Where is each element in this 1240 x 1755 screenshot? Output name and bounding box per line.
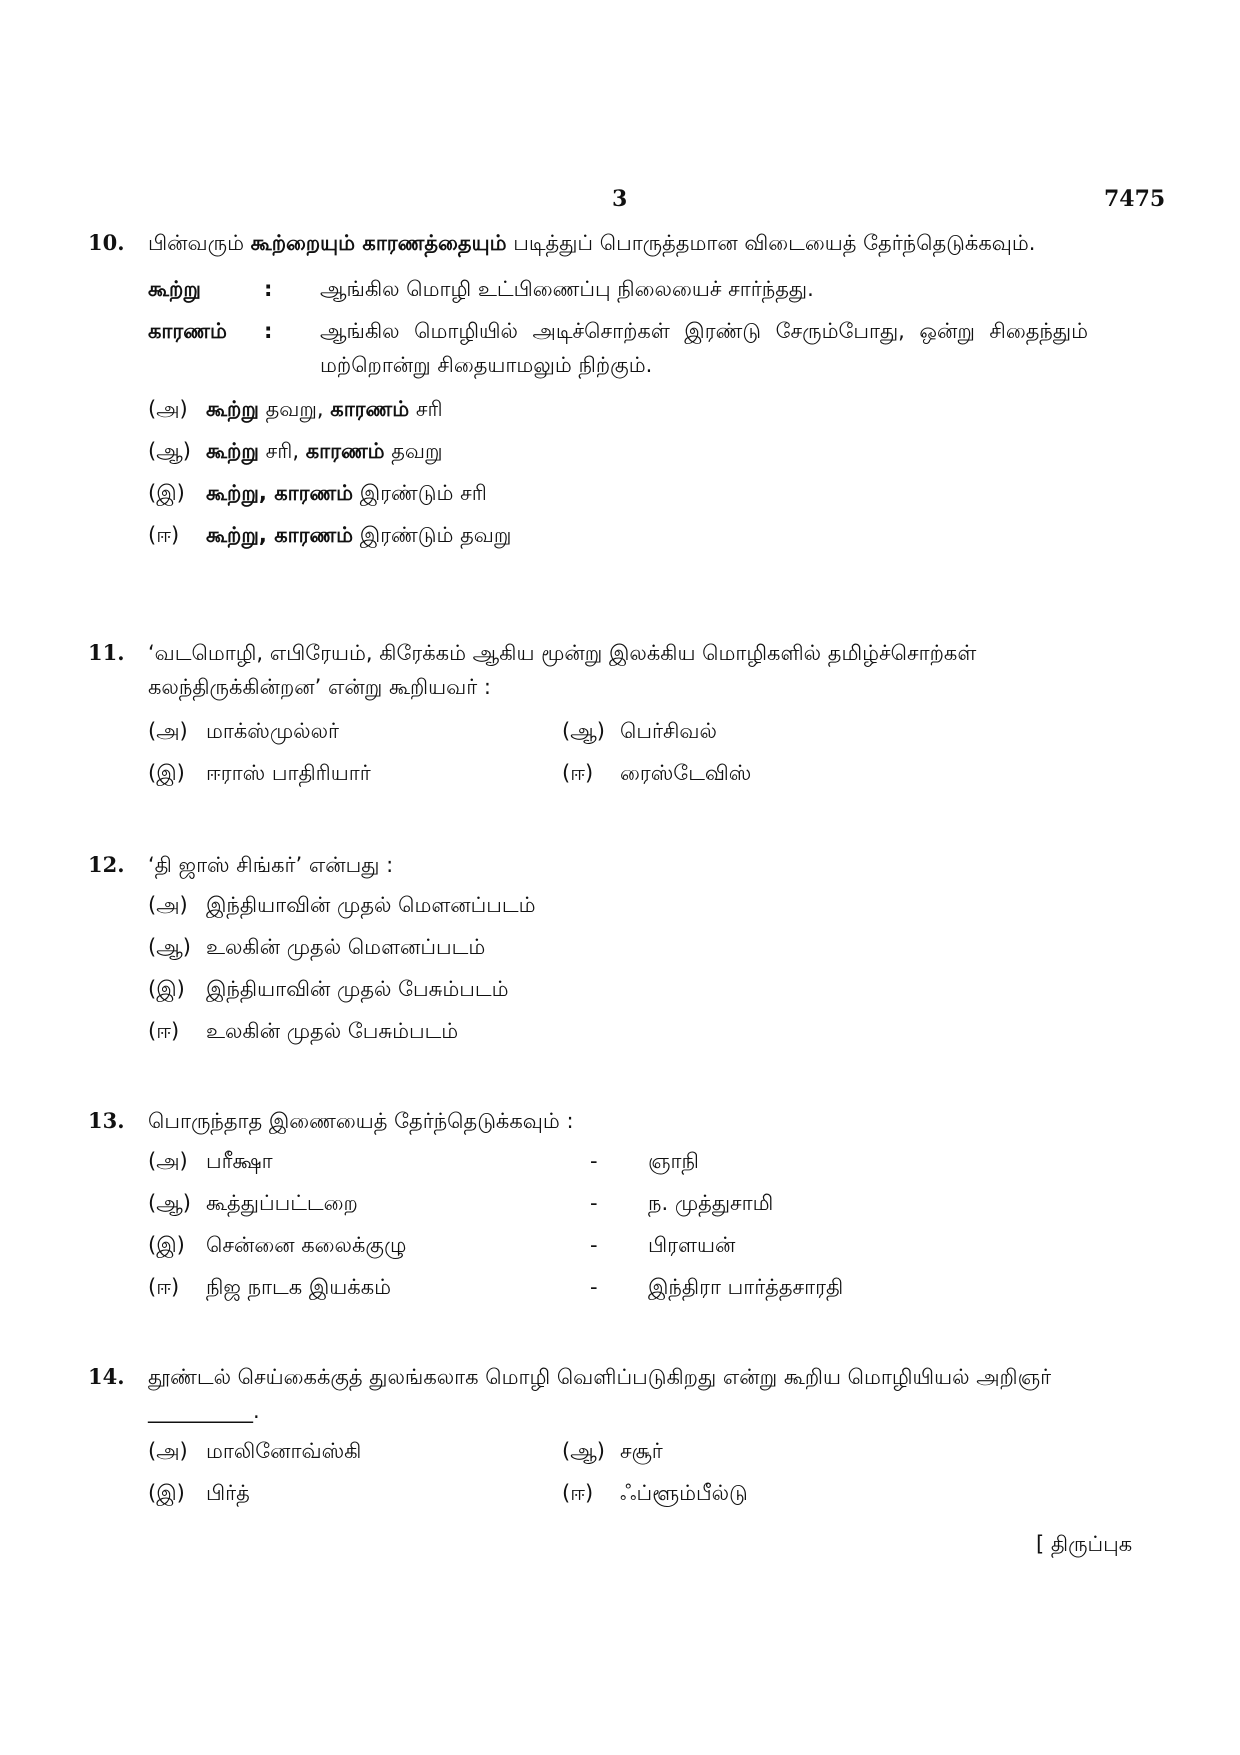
option[interactable]: (இ) ஈராஸ் பாதிரியார்: [148, 761, 371, 785]
question-number: 12.: [88, 852, 125, 877]
option[interactable]: (அ) கூற்று தவறு, காரணம் சரி: [148, 392, 1098, 434]
statement-text: ஆங்கில மொழி உட்பிணைப்பு நிலையைச் சார்ந்தது.: [320, 277, 814, 301]
option-label: (அ): [148, 397, 188, 421]
option-row: [148, 1434, 1098, 1476]
options: [148, 888, 1098, 1056]
turn-over-note: [ திருப்புக: [1036, 1532, 1133, 1556]
option[interactable]: (ஆ) கூத்துப்பட்டறை - ந. முத்துசாமி: [148, 1191, 774, 1215]
option[interactable]: (அ) பரீக்ஷா - ஞாநி: [148, 1149, 699, 1173]
statement-label: கூற்று: [148, 277, 201, 301]
option-label: (ஈ): [148, 523, 180, 547]
question-number: 14.: [88, 1364, 125, 1389]
options: [148, 714, 1098, 798]
option-row: [148, 756, 1098, 798]
reason-row: [88, 314, 1098, 386]
option[interactable]: (ஆ) சசூர்: [562, 1439, 663, 1463]
option[interactable]: (அ) இந்தியாவின் முதல் மௌனப்படம்: [148, 893, 536, 917]
option[interactable]: (ஆ) கூற்று சரி, காரணம் தவறு: [148, 434, 1098, 476]
question-12: [88, 848, 1098, 1056]
question-11: [88, 636, 1098, 798]
paper-code: 7475: [1104, 186, 1166, 212]
option-row: [148, 714, 1098, 756]
question-text: பொருந்தாத இணையைத் தேர்ந்தெடுக்கவும் :: [148, 1109, 574, 1133]
option[interactable]: (ஆ) உலகின் முதல் மௌனப்படம்: [148, 935, 486, 959]
reason-text: ஆங்கில மொழியில் அடிச்சொற்கள் இரண்டு சேரும்போது, ஒன்று சிதைந்தும் மற்றொன்று சிதையாமலும் நிற்கும்.: [320, 319, 1088, 377]
option[interactable]: (ஈ) நிஜ நாடக இயக்கம் - இந்திரா பார்த்தசாரதி: [148, 1275, 844, 1299]
question-number: 11.: [88, 640, 125, 665]
question-text: பின்வரும் கூற்றையும் காரணத்தையும் படித்துப் பொருத்தமான விடையைத் தேர்ந்தெடுக்கவும்.: [148, 231, 1036, 255]
option[interactable]: (அ) மாலினோவ்ஸ்கி: [148, 1439, 362, 1463]
option[interactable]: (இ) பிர்த்: [148, 1481, 250, 1505]
option-label: (இ): [148, 481, 185, 505]
question-number: 10.: [88, 230, 125, 255]
reason-colon: :: [264, 319, 273, 343]
option[interactable]: (ஈ) கூற்று, காரணம் இரண்டும் தவறு: [148, 518, 1098, 560]
option[interactable]: (இ) கூற்று, காரணம் இரண்டும் சரி: [148, 476, 1098, 518]
statement-row: [88, 272, 1098, 314]
option[interactable]: (ஈ) உலகின் முதல் பேசும்படம்: [148, 1019, 459, 1043]
option[interactable]: (ஈ) ஃப்ளூம்பீல்டு: [562, 1481, 748, 1505]
option[interactable]: (ஈ) ரைஸ்டேவிஸ்: [562, 761, 752, 785]
option[interactable]: (இ) இந்தியாவின் முதல் பேசும்படம்: [148, 977, 509, 1001]
option[interactable]: (அ) மாக்ஸ்முல்லர்: [148, 719, 340, 743]
question-text: தூண்டல் செய்கைக்குத் துலங்கலாக மொழி வெளிப்படுகிறது என்று கூறிய மொழியியல் அறிஞர் __________.: [148, 1365, 1052, 1423]
options: [148, 1144, 1098, 1312]
page-number: 3: [612, 186, 628, 212]
option[interactable]: (இ) சென்னை கலைக்குழு - பிரளயன்: [148, 1233, 736, 1257]
question-number: 13.: [88, 1108, 125, 1133]
reason-label: காரணம்: [148, 319, 227, 343]
question-10: [88, 226, 1098, 560]
option-row: [148, 1476, 1098, 1518]
option[interactable]: (ஆ) பெர்சிவல்: [562, 719, 717, 743]
question-13: [88, 1104, 1098, 1312]
options: [148, 1434, 1098, 1518]
options: [148, 392, 1098, 560]
statement-colon: :: [264, 277, 273, 301]
option-label: (ஆ): [148, 439, 191, 463]
question-14: [88, 1360, 1098, 1518]
question-text: ‘வடமொழி, எபிரேயம், கிரேக்கம் ஆகிய மூன்று இலக்கிய மொழிகளில் தமிழ்ச்சொற்கள் கலந்திருக்கின்றன’ என்று கூறியவர் :: [148, 641, 977, 699]
question-text: ‘தி ஜாஸ் சிங்கர்’ என்பது :: [148, 853, 394, 877]
